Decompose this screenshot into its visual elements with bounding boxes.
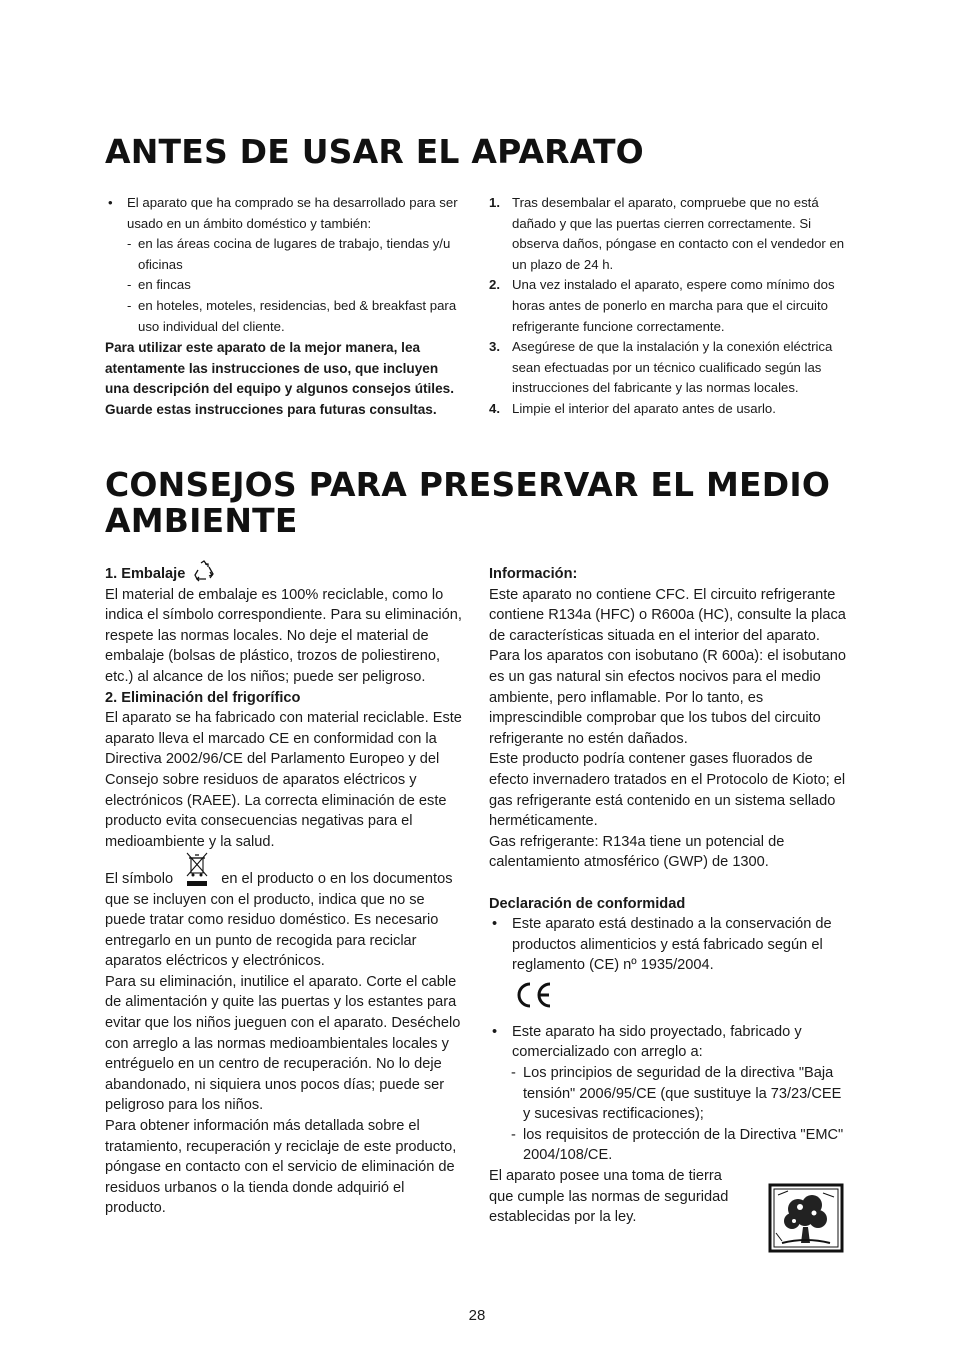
step-2: 2. Una vez instalado el aparato, espere como mínimo dos horas antes de ponerlo en marcha para que el circuito refrigerante funcione correctamente. — [489, 277, 835, 334]
paragraph-cfc: Este aparato no contiene CFC. El circuito refrigerante contiene R134a (HFC) o R600a (HC), consulte la placa de características situada en el interior del aparato. — [489, 586, 846, 644]
bold-note-instrucciones: Para utilizar este aparato de la mejor manera, lea atentamente las instrucciones de uso, que incluyen una descripción del equipo y algunos consejos útiles. — [105, 340, 454, 397]
bullet-conservacion: • Este aparato está destinado a la conservación de productos alimenticios y está fabricado según el reglamento (CE) nº 1935/2004. — [489, 914, 851, 976]
heading-embalaje: 1. Embalaje — [105, 564, 467, 585]
paragraph-inutilice: Para su eliminación, inutilice el aparato. Corte el cable de alimentación y quite las puertas y los estantes para evitar que los niños jueguen con el aparato. Deséchelo con arreglo a las normas medioambientales locales y entréguelo en un centro de recuperación. No lo deje abandonado, ni siquiera unos pocos días; puede ser peligroso para los niños. — [105, 973, 461, 1114]
heading-informacion: Información: — [489, 566, 578, 582]
section2-right-column — [489, 564, 851, 1228]
heading-consejos-medio-ambiente: CONSEJOS PARA PRESERVAR EL MEDIO AMBIENTE — [105, 465, 831, 540]
tree-logo-icon — [768, 1183, 844, 1253]
ce-mark-icon — [513, 980, 555, 1010]
section1-left-column — [105, 193, 465, 337]
subitem-emc: - los requisitos de protección de la Directiva "EMC" 2004/108/CE. — [489, 1125, 851, 1166]
heading-eliminacion: 2. Eliminación del frigorífico — [105, 689, 301, 706]
step-1: 1. Tras desembalar el aparato, compruebe que no está dañado y que las puertas cierren correctamente. Si observa daños, póngase en contacto con el vendedor en un plazo de 24 h. — [489, 195, 845, 272]
page-number: 28 — [468, 1307, 486, 1324]
subitem-hoteles: - en hoteles, moteles, residencias, bed & breakfast para uso individual del cliente. — [105, 296, 465, 337]
heading-antes-de-usar: ANTES DE USAR EL APARATO — [105, 132, 644, 171]
paragraph-simbolo: El símbolo en el producto o en los documentos que se incluyen con el producto, indica que no se puede tratar como residuo doméstico. Es necesario entregarlo en un punto de recogida para reciclar aparatos eléctricos y electrónicos. — [105, 869, 467, 972]
paragraph-isobutano: Para los aparatos con isobutano (R 600a): el isobutano es un gas natural sin efectos nocivos para el medio ambiente, pero inflamable. Por lo tanto, es imprescindible comprobar que los tubos del circuito refrigerante no estén dañados. — [489, 648, 846, 747]
heading-declaracion: Declaración de conformidad — [489, 895, 686, 912]
section2-left-column — [105, 564, 467, 1219]
weee-crossed-bin-icon — [183, 850, 211, 888]
section1-right-column — [489, 193, 851, 420]
recycle-icon — [193, 560, 215, 582]
subitem-baja-tension: - Los principios de seguridad de la directiva "Baja tensión" 2006/95/CE (que sustituye la 73/23/CEE y sucesivas rectificaciones); — [489, 1063, 851, 1125]
ce-mark-row — [489, 976, 851, 1022]
paragraph-gases-fluorados: Este producto podría contener gases fluorados de efecto invernadero tratados en el Protocolo de Kioto; el gas refrigerante está contenido en un sistema sellado herméticamente. — [489, 751, 846, 830]
paragraph-informacion-detallada: Para obtener información más detallada sobre el tratamiento, recuperación y reciclaje de este producto, póngase en contacto con el servicio de eliminación de residuos urbanos o la tienda donde adquirió el producto. — [105, 1118, 457, 1217]
section1-bold-notes — [105, 338, 465, 420]
paragraph-eliminacion: El aparato se ha fabricado con material reciclable. Este aparato lleva el marcado CE en conformidad con la Directiva 2002/96/CE del Parlamento Europeo y del Consejo sobre residuos de aparatos eléctricos y electrónicos (RAEE). La correcta eliminación de este producto evita consecuencias negativas para el medioambiente y la salud. — [105, 710, 462, 850]
paragraph-embalaje: El material de embalaje es 100% reciclable, como lo indica el símbolo correspondiente. Para su eliminación, respete las normas locales. No deje el material de embalaje (bolsas de plástico, trozos de poliestireno, etc.) al alcance de los niños; puede ser peligroso. — [105, 586, 462, 685]
subitem-fincas: - en fincas — [105, 275, 465, 296]
bullet-proyectado: • Este aparato ha sido proyectado, fabricado y comercializado con arreglo a: — [489, 1022, 851, 1063]
bullet-uso-domestico: • El aparato que ha comprado se ha desarrollado para ser usado en un ámbito doméstico y también: — [105, 193, 465, 234]
subitem-cocina: - en las áreas cocina de lugares de trabajo, tiendas y/u oficinas — [105, 234, 465, 275]
step-3: 3. Asegúrese de que la instalación y la conexión eléctrica sean efectuadas por un técnico cualificado según las instrucciones del fabricante y las normas locales. — [489, 339, 833, 396]
paragraph-gwp: Gas refrigerante: R134a tiene un potencial de calentamiento atmosférico (GWP) de 1300. — [489, 833, 785, 871]
bold-note-guarde: Guarde estas instrucciones para futuras consultas. — [105, 401, 437, 417]
step-4: 4. Limpie el interior del aparato antes de usarlo. — [489, 400, 776, 416]
paragraph-toma-tierra: El aparato posee una toma de tierra que cumple las normas de seguridad establecidas por la ley. — [489, 1168, 729, 1226]
